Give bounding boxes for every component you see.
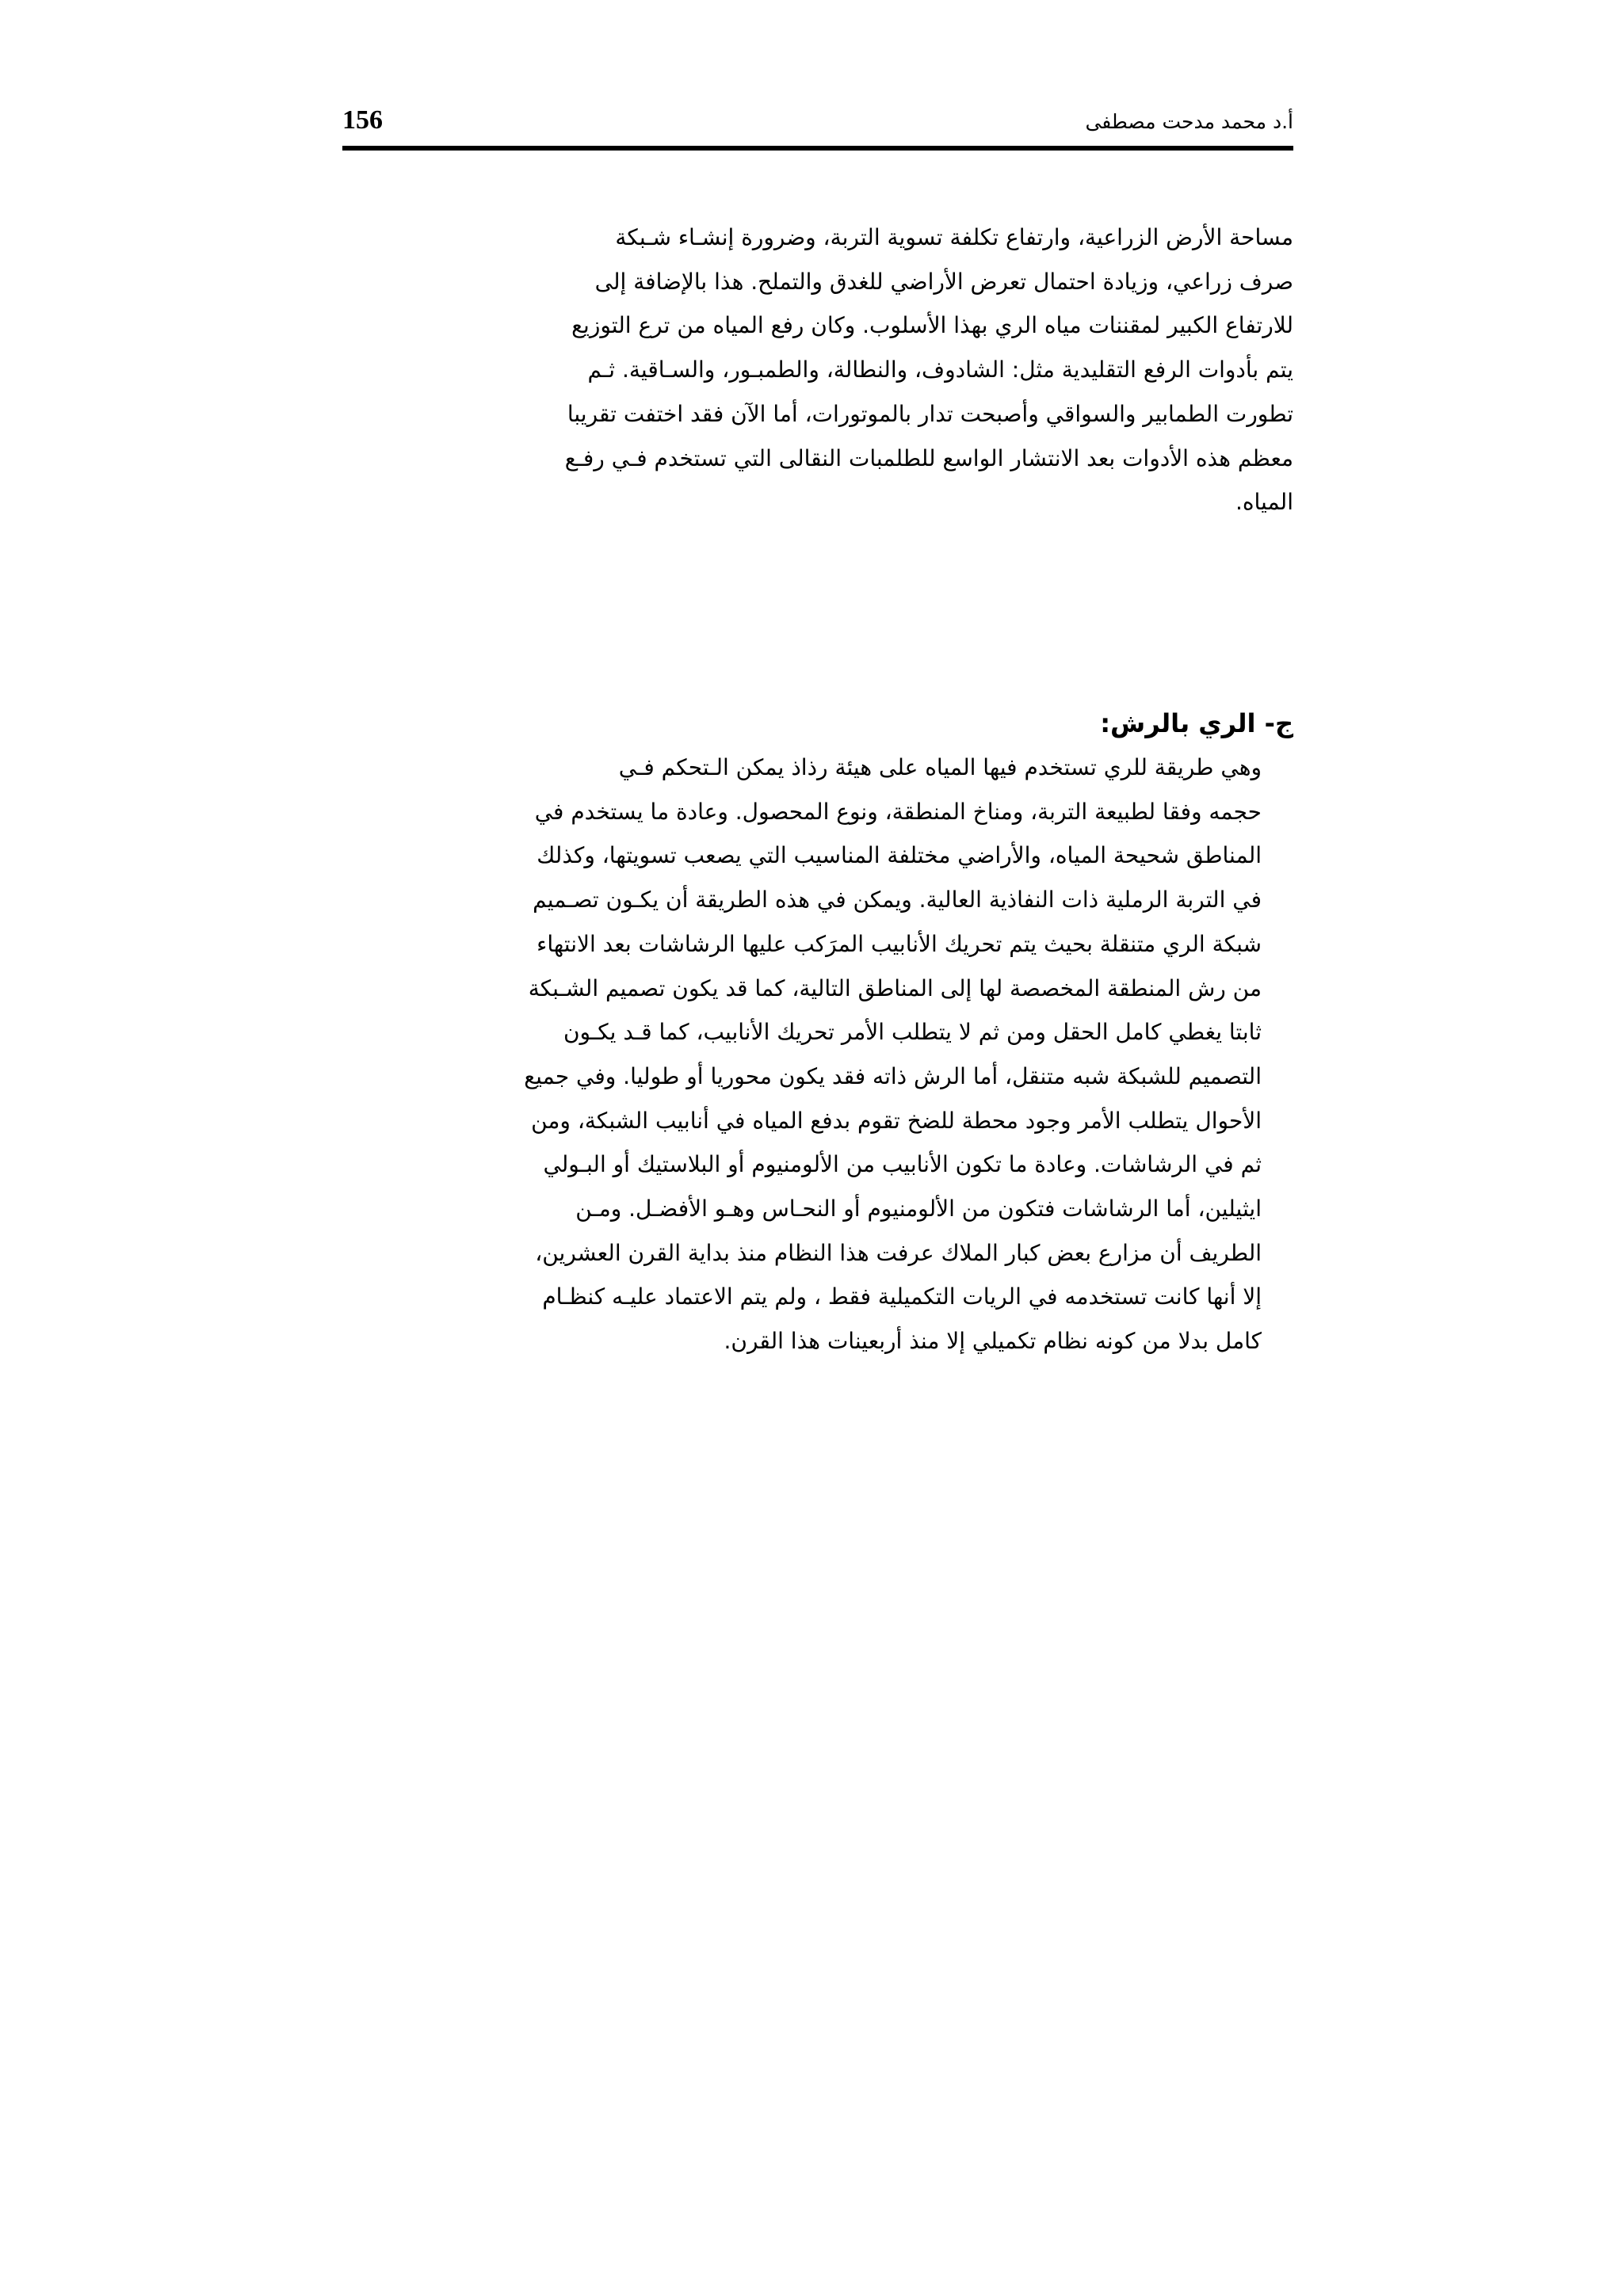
text-line: المياه.	[1235, 489, 1293, 516]
section-heading-sprinkler-irrigation: ج- الري بالرش:	[1100, 708, 1293, 738]
text-line: وهي طريقة للري تستخدم فيها المياه على هيئة رذاذ يمكن الـتحكم فـي	[618, 754, 1262, 780]
text-line: إلا أنها كانت تستخدمه في الريات التكميلية فقط ، ولم يتم الاعتماد عليـه كنظـام	[542, 1283, 1262, 1310]
text-line: الأحوال يتطلب الأمر وجود محطة للضخ تقوم بدفع المياه في أنابيب الشبكة، ومن	[531, 1107, 1262, 1134]
text-line: ثم في الرشاشات. وعادة ما تكون الأنابيب من الألومنيوم أو البلاستيك أو البـولي	[543, 1151, 1262, 1178]
text-line: من رش المنطقة المخصصة لها إلى المناطق التالية، كما قد يكون تصميم الشـبكة	[528, 974, 1262, 1001]
text-line: ثابتا يغطي كامل الحقل ومن ثم لا يتطلب الأمر تحريك الأنابيب، كما قـد يكـون	[563, 1019, 1262, 1046]
text-line: المناطق شحيحة المياه، والأراضي مختلفة المناسيب التي يصعب تسويتها، وكذلك	[537, 842, 1262, 869]
text-line: في التربة الرملية ذات النفاذية العالية. ويمكن في هذه الطريقة أن يكـون تصـميم	[533, 887, 1262, 913]
text-line: ايثيلين، أما الرشاشات فتكون من الألومنيوم أو النحـاس وهـو الأفضـل. ومـن	[575, 1196, 1262, 1222]
text-line: شبكة الري متنقلة بحيث يتم تحريك الأنابيب المرَكب عليها الرشاشات بعد الانتهاء	[537, 930, 1262, 957]
text-line: التصميم للشبكة شبه متنقل، أما الرش ذاته فقد يكون محوريا أو طوليا. وفي جميع	[524, 1062, 1262, 1089]
text-line: مساحة الأرض الزراعية، وارتفاع تكلفة تسوية التربة، وضرورة إنشـاء شـبكة	[615, 224, 1293, 250]
page-number: 156	[342, 105, 383, 135]
text-line: معظم هذه الأدوات بعد الانتشار الواسع للطلمبات النقالى التي تستخدم فـي رفـع	[564, 444, 1293, 471]
text-line: حجمه وفقا لطبيعة التربة، ومناخ المنطقة، ونوع المحصول. وعادة ما يستخدم في	[534, 798, 1262, 825]
text-line: يتم بأدوات الرفع التقليدية مثل: الشادوف، والنطالة، والطمبـور، والسـاقية. ثـم	[587, 357, 1293, 383]
running-head	[342, 100, 1293, 151]
header-rule	[342, 146, 1293, 151]
paragraph-sprinkler-irrigation	[342, 746, 1293, 1363]
text-line: الطريف أن مزارع بعض كبار الملاك عرفت هذا النظام منذ بداية القرن العشرين،	[535, 1239, 1262, 1266]
text-line: للارتفاع الكبير لمقننات مياه الري بهذا الأسلوب. وكان رفع المياه من ترع التوزيع	[571, 312, 1293, 339]
paragraph-irrigation-costs	[342, 215, 1293, 524]
text-line: كامل بدلا من كونه نظام تكميلي إلا منذ أربعينات هذا القرن.	[724, 1328, 1262, 1355]
author-name: أ.د محمد مدحت مصطفى	[1085, 110, 1293, 133]
text-line: تطورت الطمابير والسواقي وأصبحت تدار بالموتورات، أما الآن فقد اختفت تقريبا	[567, 400, 1293, 427]
text-line: صرف زراعي، وزيادة احتمال تعرض الأراضي للغدق والتملح. هذا بالإضافة إلى	[594, 268, 1293, 295]
